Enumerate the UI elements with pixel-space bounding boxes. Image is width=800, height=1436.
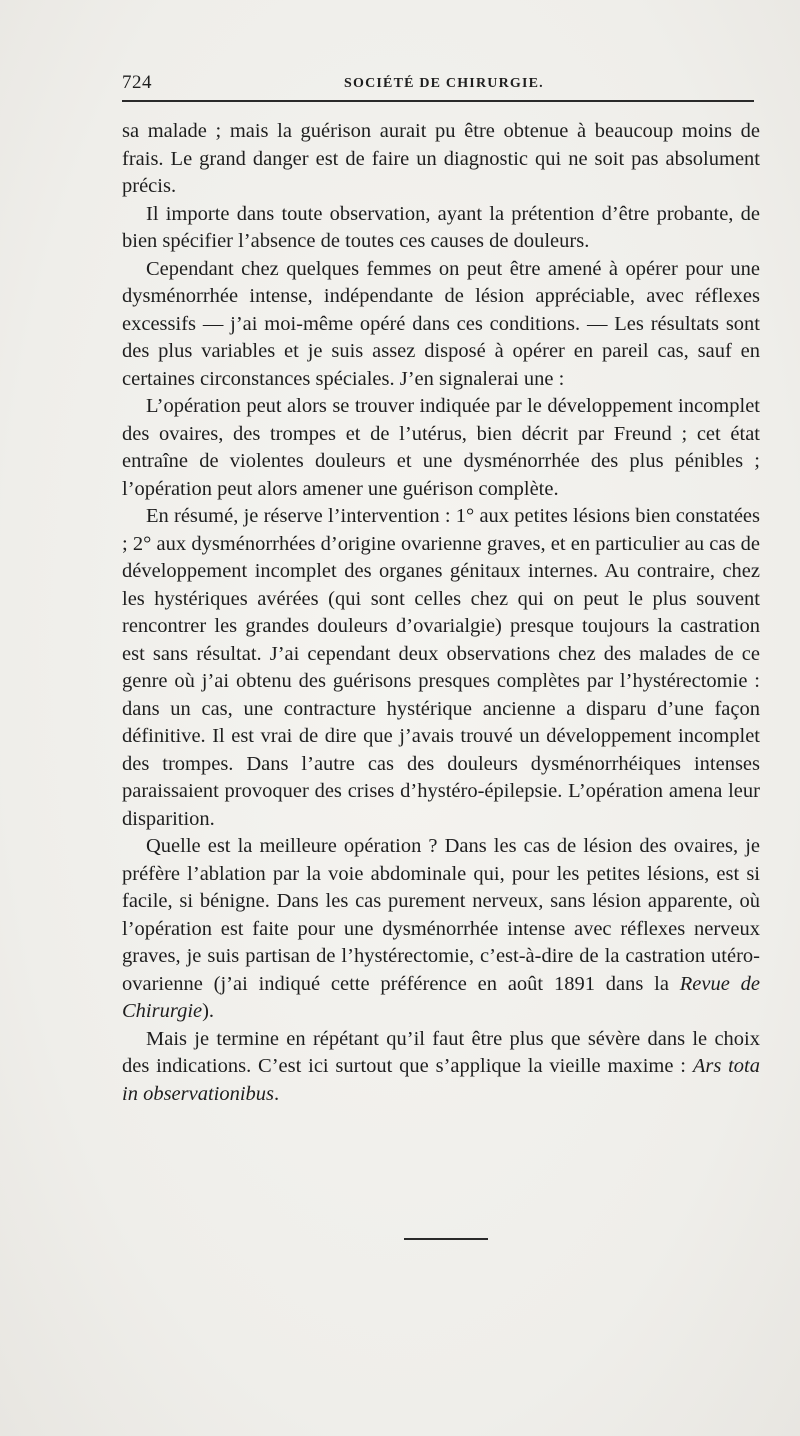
paragraph-3 xyxy=(122,256,760,394)
running-head: SOCIÉTÉ DE CHIRURGIE. xyxy=(344,76,544,91)
paragraph-7 xyxy=(122,1026,760,1109)
paragraph-text: L’opération peut alors se trouver indiquée par le développement incomplet des ovaires, des trompes et de l’utérus, bien décrit par Freund ; cet état entraîne de violentes douleurs et une dysménorrhée des plus pénibles ; l’opération peut alors amener une guérison complète. xyxy=(122,395,760,500)
paragraph-text: Mais je termine en répétant qu’il faut être plus que sévère dans le choix des indications. C’est ici surtout que s’applique la vieille maxime : xyxy=(122,1027,760,1077)
paragraph-1 xyxy=(122,118,760,201)
end-rule xyxy=(404,1238,488,1240)
latin-maxim: Ars tota in observationibus xyxy=(122,1055,760,1105)
journal-title: Revue de Chirurgie xyxy=(122,972,760,1022)
paragraph-6 xyxy=(122,833,760,1026)
paragraph-4 xyxy=(122,393,760,503)
page-number: 724 xyxy=(122,72,152,93)
paragraph-tail: . xyxy=(274,1082,280,1105)
paragraph-text: Cependant chez quelques femmes on peut être amené à opérer pour une dysménorrhée intense, indépendante de lésion appréciable, avec réflexes excessifs — j’ai moi-même opéré dans ces conditions. — Les résultats sont des plus variables et je suis assez disposé à opérer en pareil cas, sauf en certaines circonstances spéciales. J’en signalerai une : xyxy=(122,257,760,390)
paragraph-5 xyxy=(122,503,760,833)
paragraph-text: En résumé, je réserve l’intervention : 1° aux petites lésions bien constatées ; 2° aux dysménorrhées d’origine ovarienne graves, et en particulier au cas de développement incomplet des organes génitaux internes. Au contraire, chez les hystériques avérées (qui sont celles chez qui on peut le plus souvent rencontrer les grandes douleurs d’ovarialgie) presque toujours la castration est sans résultat. J’ai cependant deux observations chez des malades de ce genre où j’ai obtenu des guérisons presques complètes par l’hystérectomie : dans un cas, une contracture hystérique ancienne a disparu d’une façon définitive. Il est vrai de dire que j’avais trouvé un développement incomplet des trompes. Dans l’autre cas des douleurs dysménorrhéiques intenses paraissaient provoquer des crises d’hystéro-épilepsie. L’opération amena leur disparition. xyxy=(122,505,760,830)
paragraph-text: Quelle est la meilleure opération ? Dans les cas de lésion des ovaires, je préfère l’ablation par la voie abdominale qui, pour les petites lésions, est si facile, si bénigne. Dans les cas purement nerveux, sans lésion apparente, où l’opération est faite pour une dysménorrhée intense avec réflexes nerveux graves, je suis partisan de l’hystérectomie, c’est-à-dire de la castration utéro-ovarienne (j’ai indiqué cette préférence en août 1891 dans la xyxy=(122,835,760,995)
header-rule xyxy=(122,100,754,102)
paragraph-text: Il importe dans toute observation, ayant la prétention d’être probante, de bien spécifier l’absence de toutes ces causes de douleurs. xyxy=(122,202,760,252)
paragraph-text: sa malade ; mais la guérison aurait pu être obtenue à beaucoup moins de frais. Le grand danger est de faire un diagnostic qui ne soit pas absolument précis. xyxy=(122,120,760,197)
body-text xyxy=(122,118,760,1108)
paragraph-tail: ). xyxy=(202,1000,215,1022)
page-header xyxy=(122,70,754,98)
paragraph-2 xyxy=(122,201,760,256)
